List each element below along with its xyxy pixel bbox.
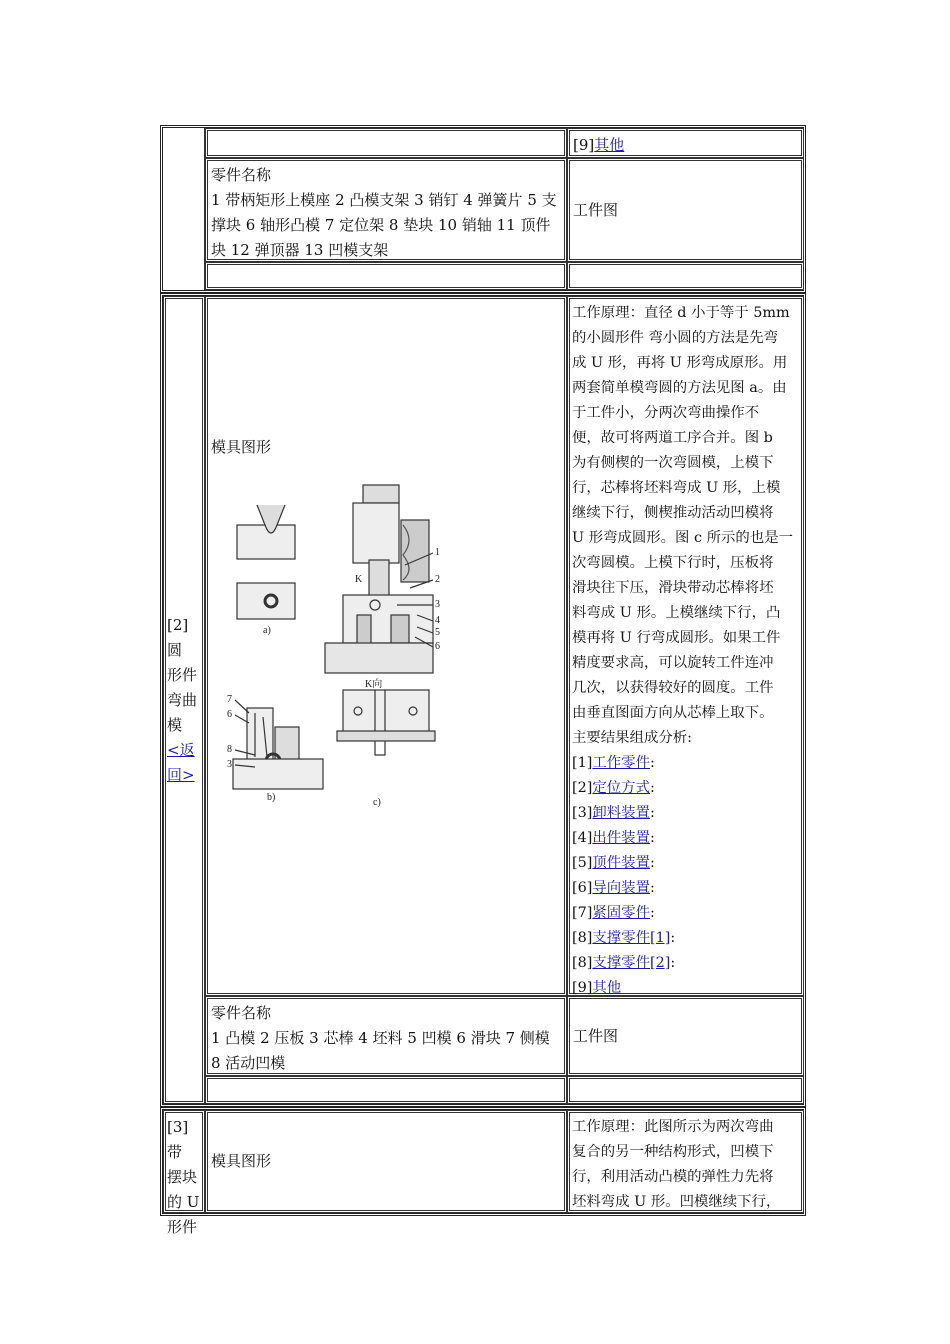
block-title-line: [3]带 [167,1118,189,1161]
fig-label-kdir: K向 [365,679,383,690]
analysis-link-row: [5]顶件装置: [572,855,655,871]
analysis-link-row: [2]定位方式: [572,780,655,796]
parts-list: 1 带柄矩形上模座 2 凸模支架 3 销钉 4 弹簧片 5 支撑块 6 轴形凸模 7 定位架 8 垫块 10 销轴 11 顶件块 12 弹顶器 13 凹模支架 [211,191,557,259]
principle-line: 工作原理：此图所示为两次弯曲 [572,1119,774,1135]
parts-heading: 零件名称 [211,1004,272,1022]
analysis-link-row: [4]出件装置: [572,830,655,846]
fig-callout: 3 [227,759,232,770]
link-positioning[interactable]: 定位方式 [592,780,650,796]
back-link[interactable]: <返 回> [167,740,195,784]
parts-cell-1 [205,158,567,262]
link-other[interactable]: 其他 [594,136,625,154]
empty-cell-1a [205,262,567,290]
block-title-line: [2]圆 [167,615,189,659]
block-title-line: 模 [167,715,183,734]
link-ejection[interactable]: 出件装置 [592,830,650,846]
analysis-link-row: [3]卸料装置: [572,805,655,821]
principle-line: 为有侧楔的一次弯圆模，上模下 [572,455,774,471]
fig-label-c: c) [373,797,381,808]
fig-callout: 3 [435,599,440,610]
block-title-line: 摆块 [167,1168,198,1186]
mold-figure [205,465,445,825]
fig-label-a: a) [263,625,271,636]
principle-line: U 形弯成圆形。图 c 所示的也是一 [572,530,793,546]
workpiece-label: 工件图 [573,1026,619,1045]
principle-line: 精度要求高，可以旋转工件连冲 [572,655,774,671]
workpiece-label: 工件图 [573,200,619,219]
principle-line: 的小圆形件 弯小圆的方法是先弯 [572,330,779,346]
workpiece-cell-1 [567,158,804,262]
block-title-line: 形件 [167,1218,198,1236]
link-guiding[interactable]: 导向装置 [592,880,650,896]
link-number: [9] [573,136,595,154]
parts-heading: 零件名称 [211,166,272,184]
principle-line: 滑块往下压，滑块带动芯棒将坯 [572,580,774,596]
principle-line: 于工件小，分两次弯曲操作不 [572,405,760,421]
empty-cell-1b [567,262,804,290]
link-unloading[interactable]: 卸料装置 [592,805,650,821]
parts-list: 1 凸模 2 压板 3 芯棒 4 坯料 5 凹模 6 滑块 7 侧模 8 活动凹模 [211,1029,550,1072]
principle-line: 便，故可将两道工序合并。图 b [572,430,773,446]
principle-line: 工作原理：直径 d 小于等于 5mm [572,305,790,321]
principle-line: 继续下行，侧楔推动活动凹模将 [572,505,774,521]
block-title-line: 的 U [167,1193,200,1211]
link-fastening[interactable]: 紧固零件 [592,905,650,921]
workpiece-cell-2 [567,996,804,1076]
fig-callout: 2 [435,574,440,585]
principle-line: 主要结果组成分析: [572,730,692,746]
title-cell-1 [163,128,205,290]
analysis-link-row: [9]其他 [572,980,622,996]
principle-line: 行，芯棒将坯料弯成 U 形，上模 [572,480,781,496]
principle-line: 复合的另一种结构形式，凹模下 [572,1144,774,1160]
link-other[interactable]: 其他 [592,980,622,996]
analysis-link-row: [8]支撑零件[1]: [572,930,676,946]
fig-callout: 1 [435,547,440,558]
principle-line: 料弯成 U 形。上模继续下行，凸 [572,605,781,621]
fig-callout: 6 [227,709,232,720]
link-support-1[interactable]: 支撑零件[1] [592,930,671,946]
fig-callout: 6 [435,641,440,652]
analysis-link-row: [1]工作零件: [572,755,655,771]
mold-cell-1 [205,128,567,158]
analysis-link-row: [7]紧固零件: [572,905,655,921]
fig-callout: 8 [227,744,232,755]
principle-line: 行，利用活动凸模的弹性力先将 [572,1169,774,1185]
empty-cell-2b [567,1076,804,1104]
link-top-ejector[interactable]: 顶件装置 [592,855,650,871]
mold-label: 模具图形 [211,438,272,456]
principle-line: 几次，以获得较好的圆度。工件 [572,680,774,696]
principle-cell-2 [567,296,804,996]
title-cell-2 [163,296,205,1104]
link-cell-1 [567,128,804,158]
fig-callout: 7 [227,694,232,705]
fig-label-k: K [355,574,363,585]
fig-label-b: b) [267,792,276,803]
fig-callout: 5 [435,627,440,638]
principle-line: 两套简单模弯圆的方法见图 a。由 [572,380,787,396]
principle-line: 坯料弯成 U 形。凹模继续下行， [572,1194,781,1210]
principle-cell-3 [567,1110,804,1213]
mold-cell-3 [205,1110,567,1213]
principle-line: 由垂直图面方向从芯棒上取下。 [572,705,774,721]
principle-line: 成 U 形，再将 U 形弯成原形。用 [572,355,788,371]
fig-callout: 4 [435,615,440,626]
title-cell-3 [163,1110,205,1236]
analysis-link-row: [8]支撑零件[2]: [572,955,676,971]
mold-label: 模具图形 [211,1152,272,1170]
principle-line: 次弯圆模。上模下行时，压板将 [572,555,774,571]
link-support-2[interactable]: 支撑零件[2] [592,955,671,971]
block-title-line: 形件 [167,665,198,684]
principle-line: 模再将 U 行弯成圆形。如果工件 [572,630,781,646]
parts-cell-2 [205,996,567,1076]
empty-cell-2a [205,1076,567,1104]
link-work-parts[interactable]: 工作零件 [592,755,650,771]
analysis-link-row: [6]导向装置: [572,880,655,896]
block-title-line: 弯曲 [167,690,198,709]
